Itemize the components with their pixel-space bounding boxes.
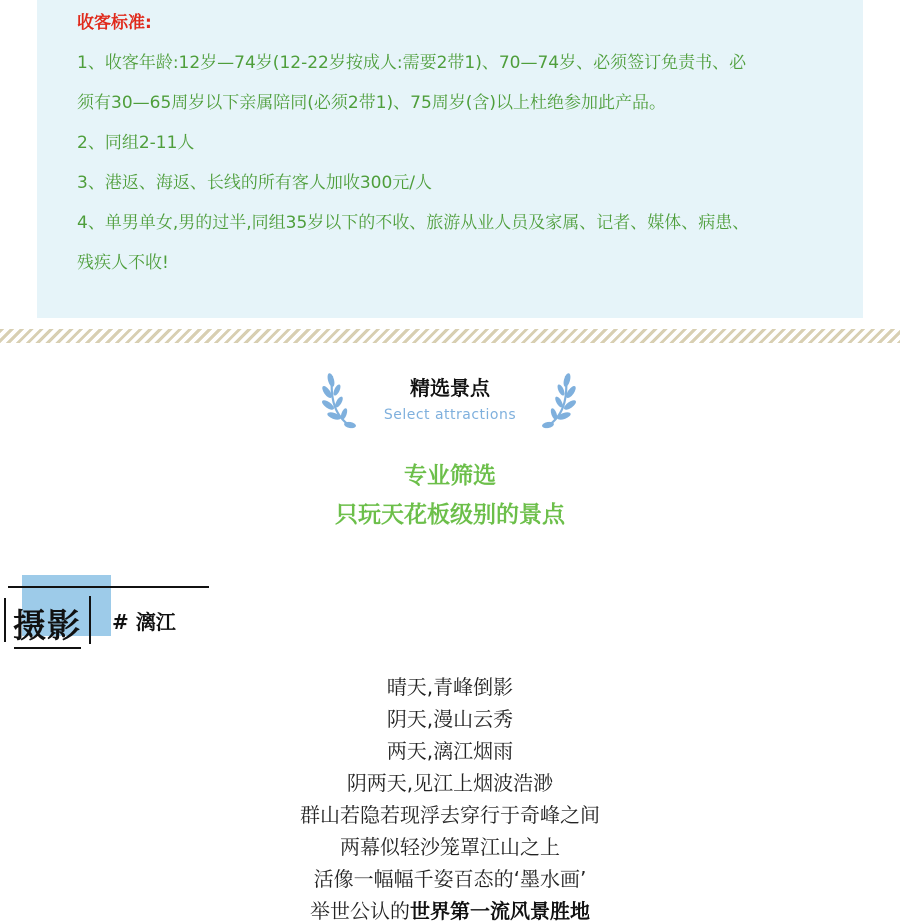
poem-line: 活像一幅幅千姿百态的‘墨水画’: [313, 867, 587, 891]
criteria-line: 3、港返、海返、长线的所有客人加收300元/人: [77, 173, 432, 193]
poem-line: 群山若隐若现浮去穿行于奇峰之间: [300, 803, 600, 827]
tag-rule: [14, 647, 81, 649]
photo-tag: [0, 572, 220, 652]
poem-line: 两天,漓江烟雨: [386, 739, 514, 763]
tag-rule: [8, 586, 209, 588]
section-subtitle: Select attractions: [383, 407, 517, 423]
striped-divider: [0, 329, 900, 343]
poem-prefix: 举世公认的: [310, 899, 410, 923]
criteria-line: 须有30—65周岁以下亲属陪同(必须2带1)、75周岁(含)以上杜绝参加此产品。: [77, 93, 667, 113]
poem-line: 两幕似轻沙笼罩江山之上: [340, 835, 560, 859]
criteria-line: 2、同组2-11人: [77, 133, 195, 153]
criteria-panel: [37, 0, 863, 318]
section-header: [0, 360, 900, 440]
poem-highlight: 世界第一流风景胜地: [410, 899, 590, 923]
poem-line-last: [0, 895, 900, 924]
criteria-title: 收客标准:: [77, 13, 152, 33]
poem-line: 晴天,青峰倒影: [386, 675, 514, 699]
slogan-line: 只玩天花板级别的景点: [335, 502, 565, 528]
slogan-line: 专业筛选: [404, 463, 496, 489]
tag-title: 摄影: [13, 606, 81, 645]
section-title: 精选景点: [410, 376, 490, 400]
tag-rule: [4, 598, 6, 642]
criteria-line: 残疾人不收!: [77, 253, 169, 273]
criteria-line: 1、收客年龄:12岁—74岁(12-22岁按成人:需要2带1)、70—74岁、必须签订免责书、必: [77, 53, 747, 73]
poem-line: 阴两天,见江上烟波浩渺: [346, 771, 554, 795]
tag-location: # 漓江: [112, 610, 176, 634]
criteria-line: 4、单男单女,男的过半,同组35岁以下的不收、旅游从业人员及家属、记者、媒体、病患、: [77, 213, 750, 233]
poem-line: 阴天,漫山云秀: [386, 707, 514, 731]
tag-rule: [89, 596, 91, 644]
